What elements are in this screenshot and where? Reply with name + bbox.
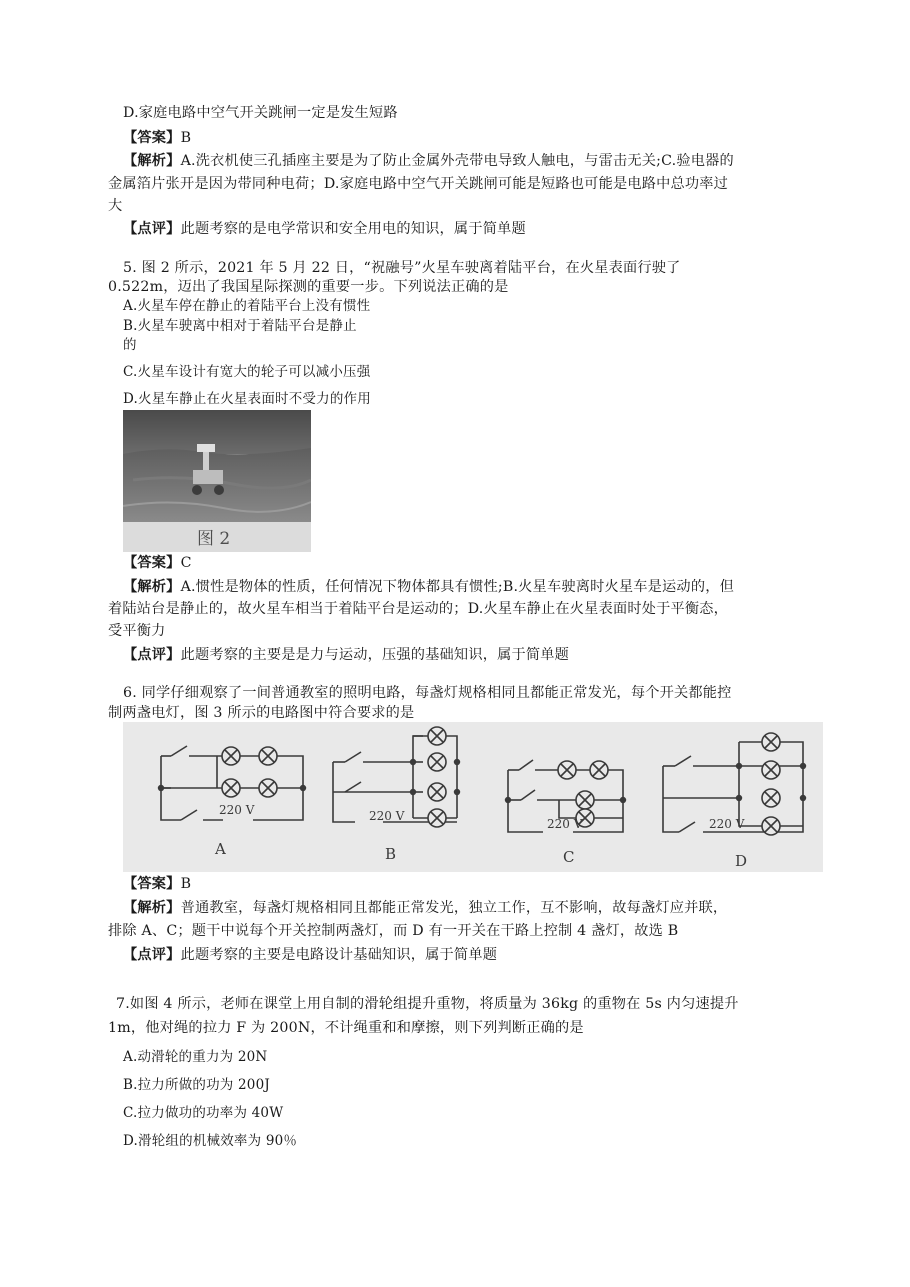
circuit-c-voltage: 220 V [547,817,583,831]
q6-comment [123,945,497,965]
circuit-c-label: C [563,848,575,866]
comment-text: 此题考察的是电学常识和安全用电的知识，属于简单题 [180,221,526,237]
q7-option-d: D.滑轮组的机械效率为 90％ [123,1133,298,1149]
q4-analysis-line-2: 金属箔片张开是因为带同种电荷；D.家庭电路中空气开关跳闸可能是短路也可能是电路中总功率过 [108,176,729,192]
answer-tag: 【答案】 [123,876,181,892]
q4-answer [123,128,191,148]
analysis-tag: 【解析】 [123,900,181,916]
answer-value: B [180,876,192,892]
q5-option-a: A.火星车停在静止的着陆平台上没有惯性 [123,298,371,314]
q5-option-b: B.火星车驶离中相对于着陆平台是静止 [123,318,357,334]
answer-value: C [180,555,192,571]
q5-option-c: C.火星车设计有宽大的轮子可以减小压强 [123,364,371,380]
q5-option-b-cont: 的 [123,337,137,353]
circuit-d-voltage: 220 V [709,817,745,831]
q5-analysis-line-3: 受平衡力 [108,623,166,639]
analysis-text: A.惯性是物体的性质，任何情况下物体都具有惯性;B.火星车驶离时火星车是运动的，但 [180,579,734,595]
q6-analysis-line-2: 排除 A、C；题干中说每个开关控制两盏灯，而 D 有一开关在干路上控制 4 盏灯，故选 B [108,923,679,939]
analysis-text: 普通教室，每盏灯规格相同且都能正常发光，独立工作，互不影响，故每盏灯应并联， [180,900,728,916]
answer-tag: 【答案】 [123,555,181,571]
q7-option-a: A.动滑轮的重力为 20N [123,1049,268,1065]
circuit-a-voltage: 220 V [219,803,255,817]
figure-caption: 图 2 [197,529,231,549]
analysis-tag: 【解析】 [123,153,181,169]
rover-photo-illustration [123,410,311,552]
q5-analysis-line-1 [123,577,734,597]
q5-answer [123,553,192,573]
analysis-text: A.洗衣机使三孔插座主要是为了防止金属外壳带电导致人触电，与雷击无关;C.验电器的 [180,153,734,169]
q6-answer [123,874,191,894]
comment-tag: 【点评】 [123,221,181,237]
circuit-b-voltage: 220 V [369,809,405,823]
q6-analysis-line-1 [123,898,727,918]
q6-stem-line-1: 6. 同学仔细观察了一间普通教室的照明电路，每盏灯规格相同且都能正常发光，每个开关都能控 [123,685,732,701]
answer-value: B [180,130,192,146]
q7-stem-line-2: 1m，他对绳的拉力 F 为 200N，不计绳重和和摩擦，则下列判断正确的是 [108,1020,584,1036]
q7-option-b: B.拉力所做的功为 200J [123,1077,270,1093]
circuit-diagrams-figure [123,722,823,872]
circuit-d-label: D [735,852,748,870]
analysis-tag: 【解析】 [123,579,181,595]
comment-text: 此题考察的主要是是力与运动，压强的基础知识，属于简单题 [180,647,570,663]
circuit-b-label: B [385,845,397,863]
q7-stem-line-1: 7.如图 4 所示，老师在课堂上用自制的滑轮组提升重物，将质量为 36kg 的重物在 5s 内匀速提升 [116,996,739,1012]
q4-analysis-line-3: 大 [108,198,123,214]
q7-option-c: C.拉力做功的功率为 40W [123,1105,284,1121]
comment-tag: 【点评】 [123,947,181,963]
q5-stem-line-2: 0.522m，迈出了我国星际探测的重要一步。下列说法正确的是 [108,279,509,295]
circuit-a-label: A [215,840,226,858]
mars-rover-photo [123,410,311,552]
q5-comment [123,645,569,665]
comment-text: 此题考察的主要是电路设计基础知识，属于简单题 [180,947,498,963]
q4-comment [123,219,526,239]
comment-tag: 【点评】 [123,647,181,663]
q5-analysis-line-2: 着陆站台是静止的，故火星车相当于着陆平台是运动的；D.火星车静止在火星表面时处于平衡态， [108,601,729,617]
q5-option-d: D.火星车静止在火星表面时不受力的作用 [123,391,371,407]
q5-stem-line-1: 5. 图 2 所示，2021 年 5 月 22 日，“祝融号”火星车驶离着陆平台，在火星表面行驶了 [123,260,681,276]
q4-option-d: D.家庭电路中空气开关跳闸一定是发生短路 [123,105,398,121]
q4-analysis-line-1 [123,151,734,171]
answer-tag: 【答案】 [123,130,181,146]
q6-stem-line-2: 制两盏电灯，图 3 所示的电路图中符合要求的是 [108,705,415,721]
